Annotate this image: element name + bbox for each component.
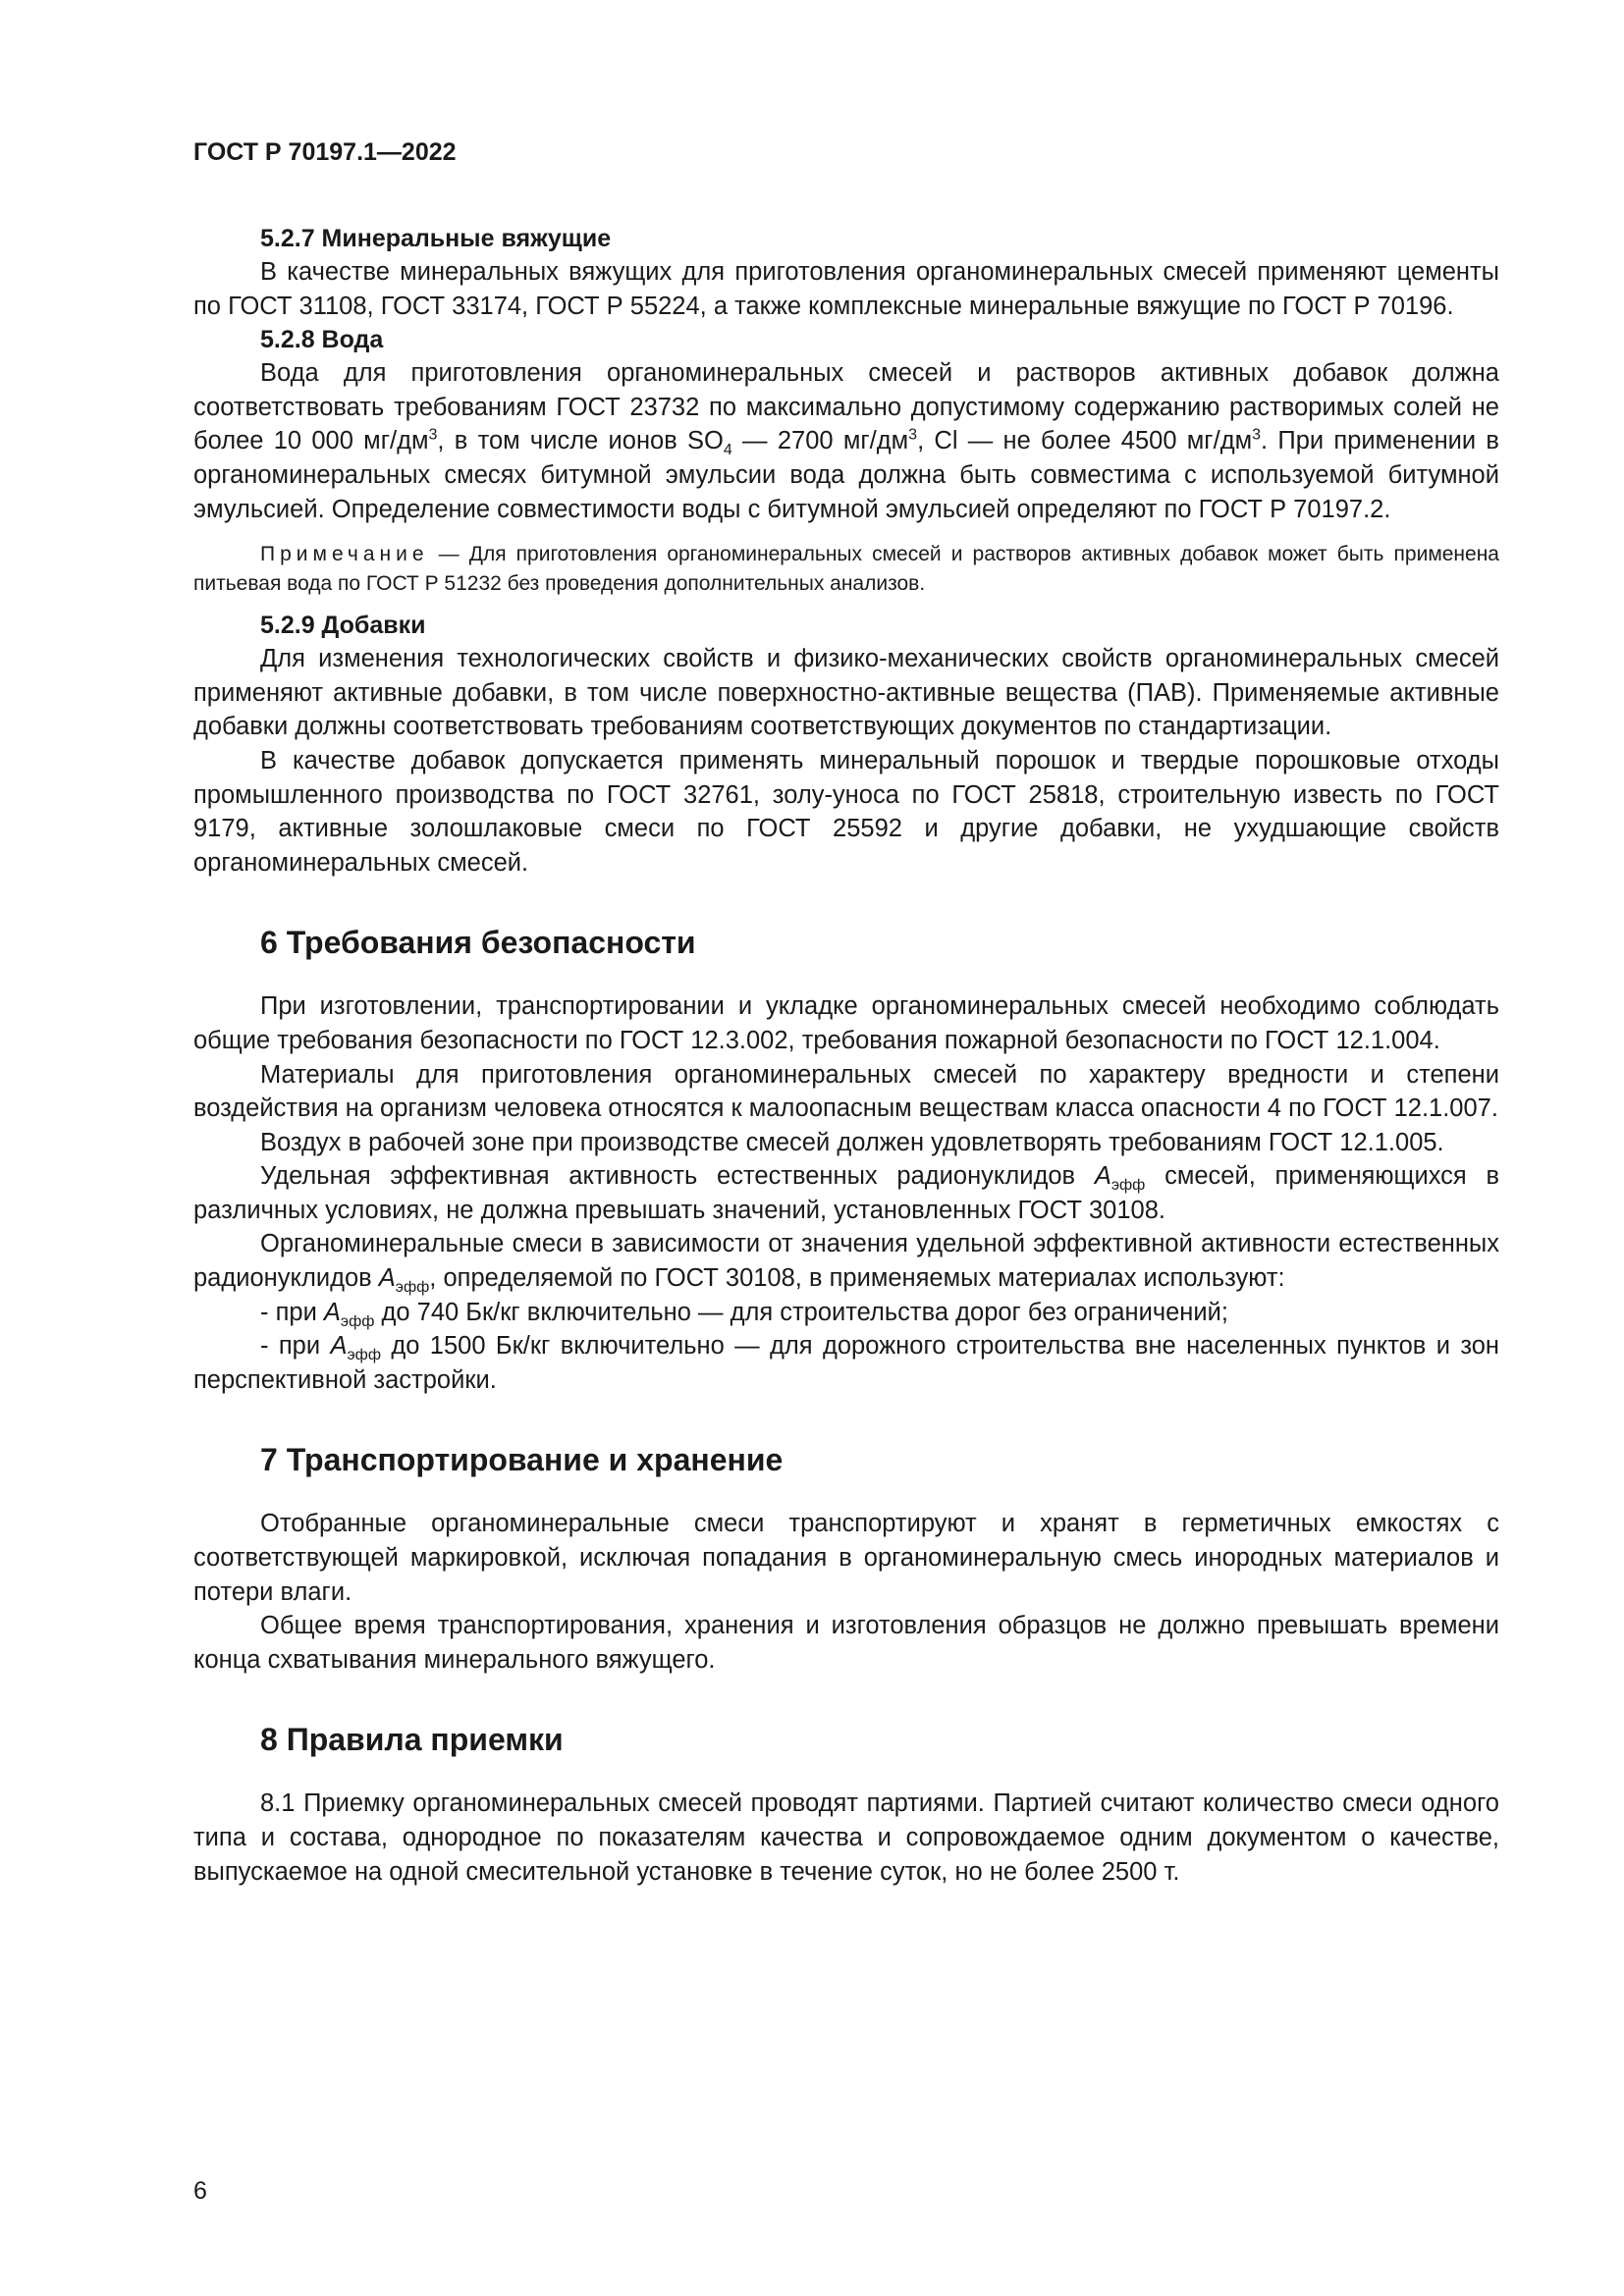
list-item-1500: [193, 1329, 1499, 1397]
note-label: Примечание: [260, 543, 429, 566]
paragraph-safety-1: При изготовлении, транспортировании и укладке органоминеральных смесей необходимо соблюдать общие требования безопасности по ГОСТ 12.3.002, требования пожарной безопасности по ГОСТ 12.1.004.: [193, 992, 1499, 1054]
text-span: , Cl — не более 4500 мг/дм: [917, 427, 1253, 455]
paragraph-mineral-binders: В качестве минеральных вяжущих для приготовления органоминеральных смесей применяют цементы по ГОСТ 31108, ГОСТ 33174, ГОСТ Р 55224, а также комплексные минеральные вяжущие по ГОСТ Р 70196.: [193, 258, 1499, 320]
list-item-740: [193, 1296, 1499, 1330]
text-span: до 740 Бк/кг включительно — для строительства дорог без ограничений;: [374, 1298, 1228, 1326]
text-span: Вода для приготовления органоминеральных смесей и растворов активных добавок должна соответствовать требованиям ГОСТ 23732 по максимально допустимому содержанию растворимых солей не более 10 000 мг/дм: [193, 359, 1499, 455]
variable-a: А: [378, 1264, 396, 1293]
superscript: 3: [908, 426, 918, 444]
text-span: , определяемой по ГОСТ 30108, в применяемых материалах используют:: [429, 1264, 1285, 1293]
subscript-eff: эфф: [347, 1347, 381, 1364]
document-code-header: ГОСТ Р 70197.1—2022: [193, 138, 457, 166]
paragraph-additives-2: В качестве добавок допускается применять минеральный порошок и твердые порошковые отходы промышленного производства по ГОСТ 32761, золу-уноса по ГОСТ 25818, строительную известь по ГОСТ 9179, активные золошлаковые смеси по ГОСТ 25592 и другие добавки, не ухудшающие свойств органоминеральных смесей.: [193, 746, 1499, 877]
paragraph-acceptance-8-1: 8.1 Приемку органоминеральных смесей проводят партиями. Партией считают количество смеси одного типа и состава, однородное по показателям качества и сопровождаемое одним документом о качестве, выпускаемое на одной смесительной установке в течение суток, но не более 2500 т.: [193, 1789, 1499, 1886]
text-span: до 1500 Бк/кг включительно — для дорожного строительства вне населенных пунктов и зон перспективной застройки.: [193, 1332, 1499, 1394]
section-title-7: 7 Транспортирование и хранение: [260, 1442, 784, 1478]
section-title-8: 8 Правила приемки: [260, 1722, 564, 1758]
text-span: смесей, применяющихся в различных условиях, не должна превышать значений, установленных ГОСТ 30108.: [193, 1162, 1500, 1224]
text-span: . При применении в органоминеральных смесях битумной эмульсии вода должна быть совместима с используемой битумной эмульсией. Определение совместимости воды с битумной эмульсией определяют по ГОСТ Р 70197.2.: [193, 427, 1499, 523]
section-title-6: 6 Требования безопасности: [260, 925, 696, 961]
paragraph-water: [193, 356, 1499, 526]
paragraph-transport-1: Отобранные органоминеральные смеси транспортируют и хранят в герметичных емкостях с соответствующей маркировкой, исключая попадания в органоминеральную смесь инородных материалов и потери влаги.: [193, 1510, 1499, 1606]
superscript: 3: [1252, 426, 1262, 444]
variable-a: А: [330, 1332, 348, 1361]
subscript-eff: эфф: [1110, 1177, 1146, 1195]
paragraph-transport-2: Общее время транспортирования, хранения и изготовления образцов не должно превышать времени конца схватывания минерального вяжущего.: [193, 1612, 1499, 1674]
page-number: 6: [193, 2177, 207, 2205]
variable-a: А: [323, 1298, 341, 1326]
text-span: — 2700 мг/дм: [731, 427, 909, 455]
text-span: - при: [260, 1332, 331, 1361]
paragraph-safety-3: Воздух в рабочей зоне при производстве смесей должен удовлетворять требованиям ГОСТ 12.1.005.: [260, 1128, 1444, 1156]
subsection-heading-5-2-9: 5.2.9 Добавки: [260, 612, 426, 640]
paragraph-safety-2: Материалы для приготовления органоминеральных смесей по характеру вредности и степени воздействия на организм человека относятся к малоопасным веществам класса опасности 4 по ГОСТ 12.1.007.: [193, 1060, 1499, 1123]
subscript: 4: [723, 442, 732, 459]
text-span: , в том числе ионов SO: [437, 427, 724, 455]
subscript-eff: эфф: [340, 1312, 375, 1330]
text-span: - при: [260, 1298, 324, 1326]
paragraph-safety-4: [193, 1159, 1499, 1227]
note-water: [193, 540, 1499, 599]
paragraph-safety-5: [193, 1227, 1499, 1295]
document-page: [193, 137, 1499, 1889]
subsection-heading-5-2-7: 5.2.7 Минеральные вяжущие: [260, 225, 612, 252]
superscript: 3: [428, 426, 438, 444]
paragraph-additives-1: Для изменения технологических свойств и физико-механических свойств органоминеральных смесей применяют активные добавки, в том числе поверхностно-активные вещества (ПАВ). Применяемые активные добавки должны соответствовать требованиям соответствующих документов по стандартизации.: [193, 645, 1499, 741]
variable-a: А: [1094, 1162, 1111, 1191]
subsection-heading-5-2-8: 5.2.8 Вода: [260, 326, 384, 354]
text-span: Удельная эффективная активность естественных радионуклидов: [260, 1162, 1095, 1191]
subscript-eff: эфф: [395, 1279, 430, 1297]
text-span: Органоминеральные смеси в зависимости от значения удельной эффективной активности естественных радионуклидов: [193, 1230, 1499, 1293]
note-text: — Для приготовления органоминеральных смесей и растворов активных добавок может быть применена питьевая вода по ГОСТ Р 51232 без проведения дополнительных анализов.: [193, 543, 1499, 596]
